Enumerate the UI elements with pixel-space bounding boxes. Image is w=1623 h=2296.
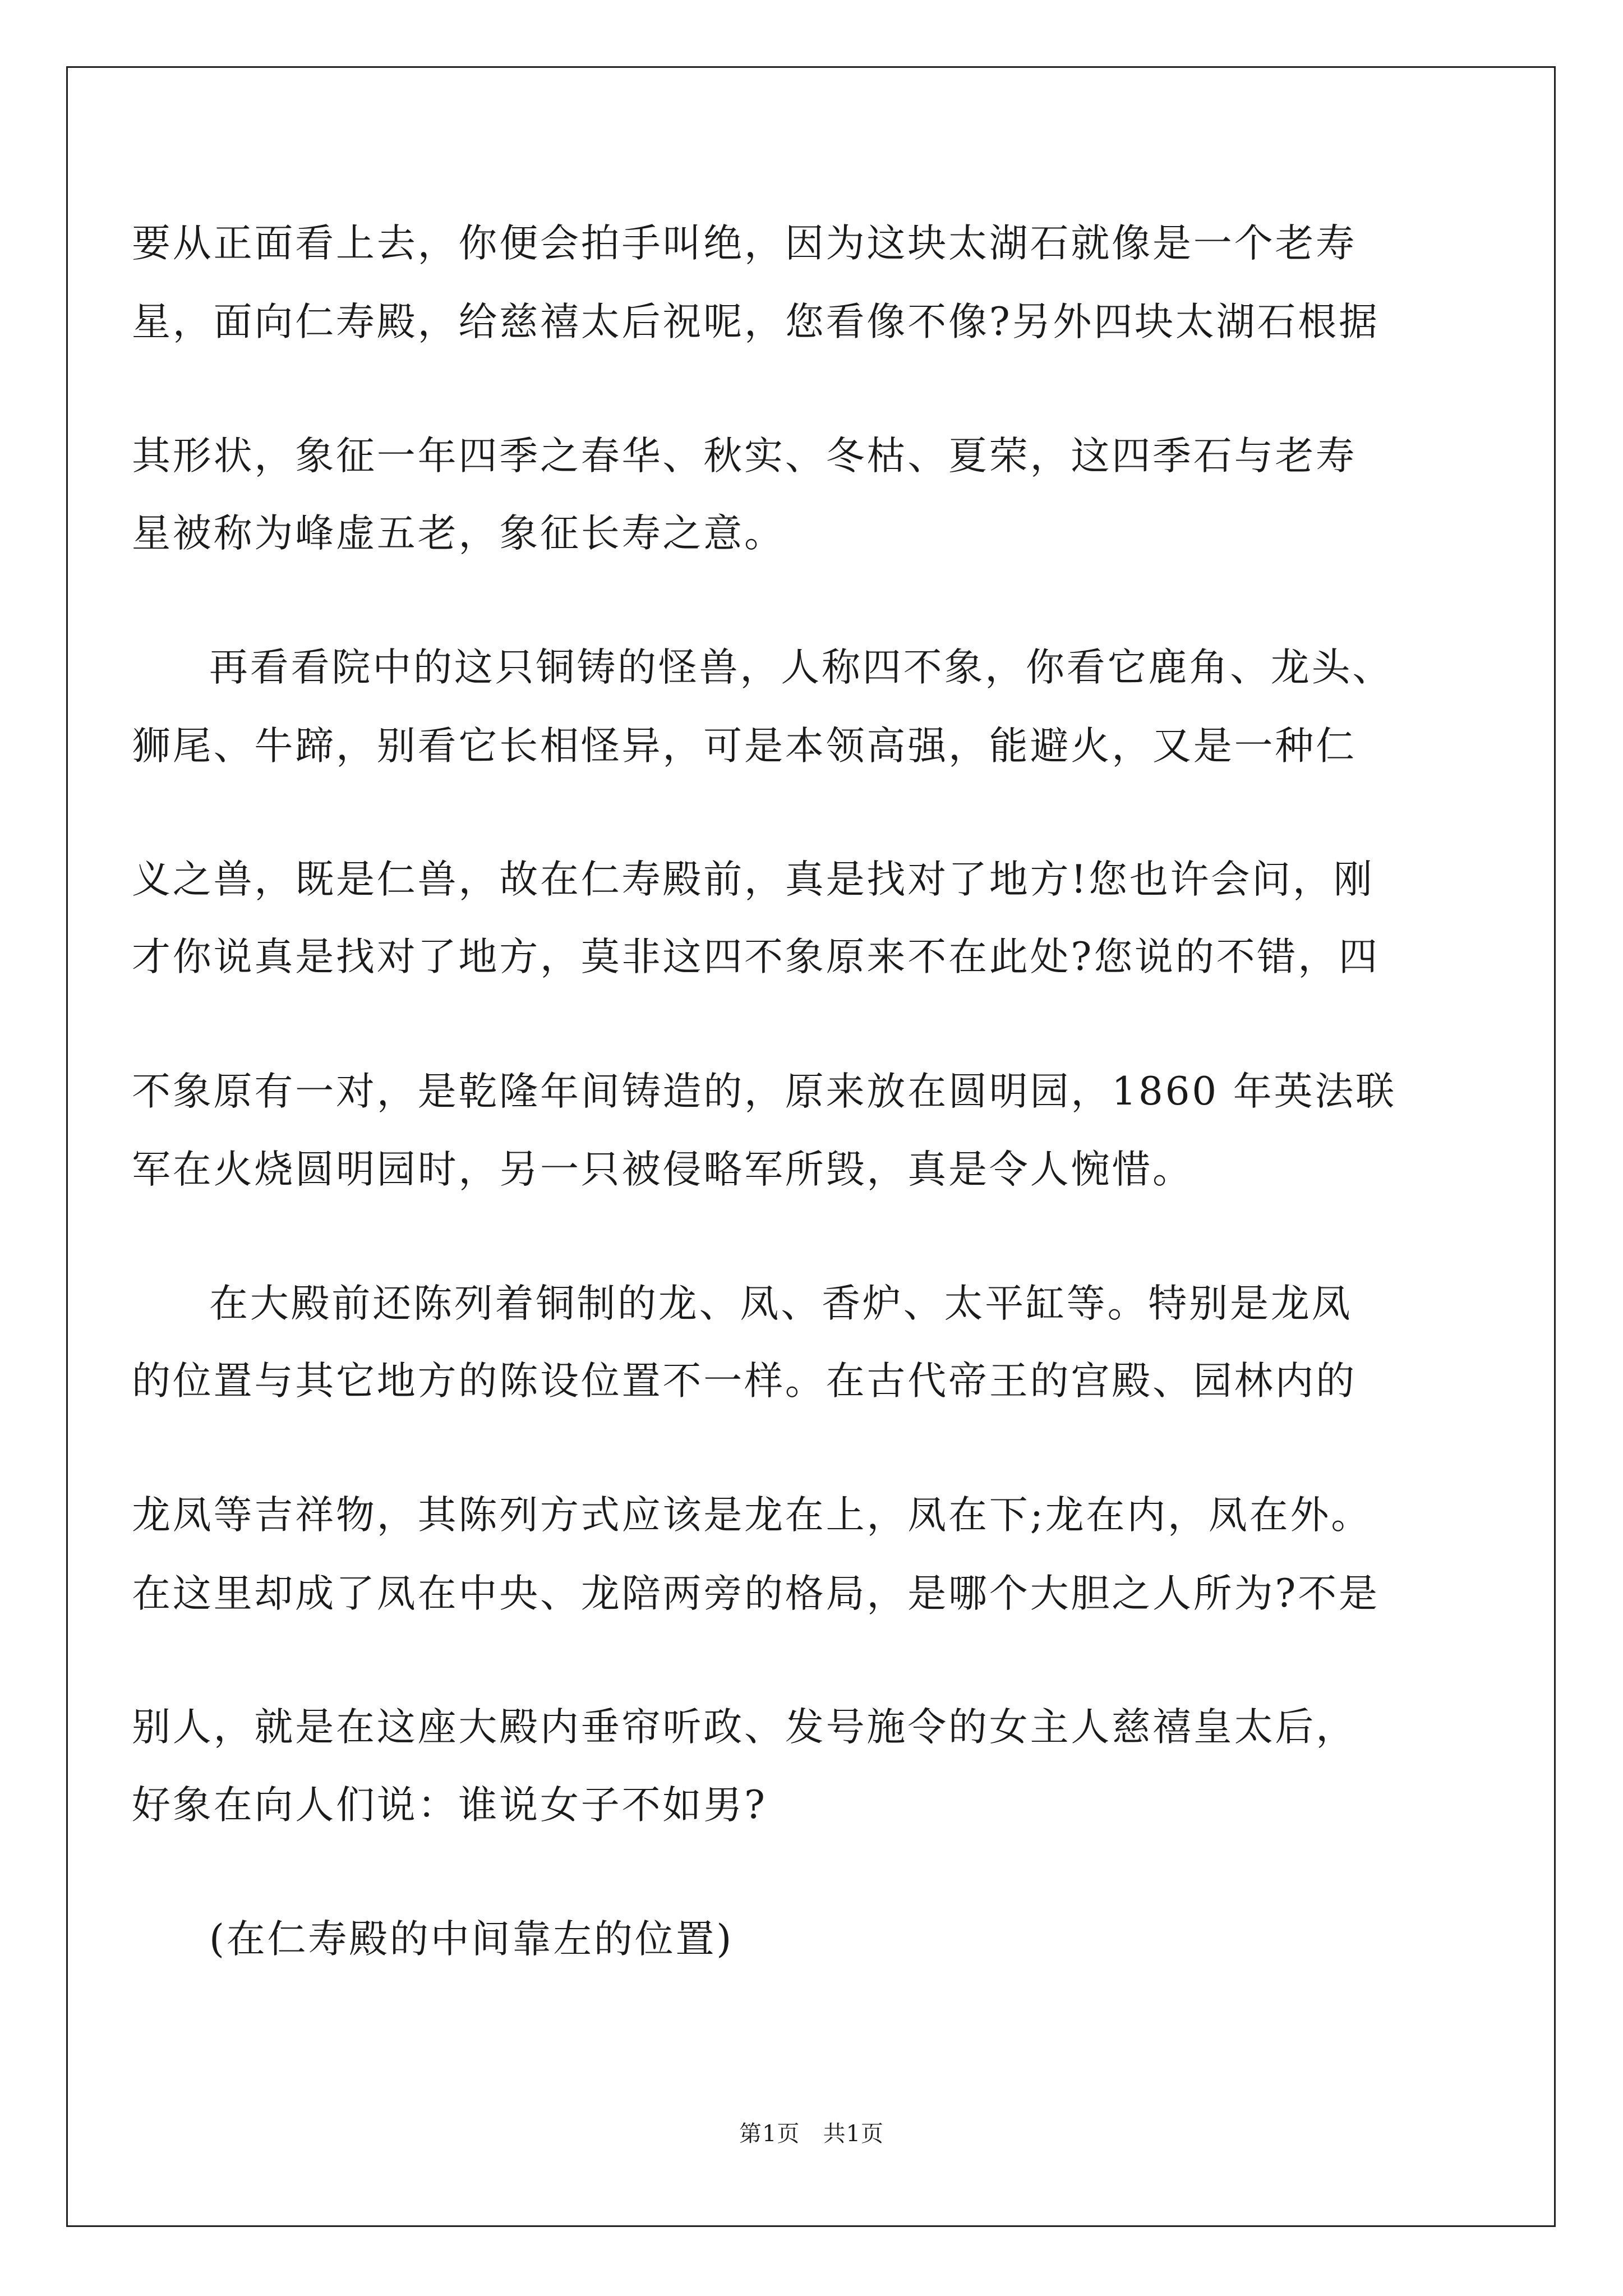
paragraph-1-line-1: 要从正面看上去，你便会拍手叫绝，因为这块太湖石就像是一个老寿 <box>132 221 1357 266</box>
paragraph-2-line-3: 义之兽，既是仁兽，故在仁寿殿前，真是找对了地方!您也许会问，刚 <box>132 857 1375 902</box>
paragraph-2-line-5: 不象原有一对，是乾隆年间铸造的，原来放在圆明园，1860 年英法联 <box>132 1069 1396 1114</box>
page-footer <box>0 2116 1623 2148</box>
paragraph-2-line-1: 再看看院中的这只铜铸的怪兽，人称四不象，你看它鹿角、龙头、 <box>209 645 1394 690</box>
paragraph-2-line-6: 军在火烧圆明园时，另一只被侵略军所毁，真是令人惋惜。 <box>132 1147 1193 1192</box>
paragraph-4-line-1: (在仁寿殿的中间靠左的位置) <box>209 1917 734 1962</box>
paragraph-3-line-2: 的位置与其它地方的陈设位置不一样。在古代帝王的宫殿、园林内的 <box>132 1359 1357 1404</box>
paragraph-3-line-5: 别人，就是在这座大殿内垂帘听政、发号施令的女主人慈禧皇太后， <box>132 1705 1357 1750</box>
paragraph-1-line-3: 其形状，象征一年四季之春华、秋实、冬枯、夏荣，这四季石与老寿 <box>132 434 1357 478</box>
paragraph-2-line-2: 狮尾、牛蹄，别看它长相怪异，可是本领高强，能避火，又是一种仁 <box>132 724 1357 769</box>
paragraph-1-line-4: 星被称为峰虚五老，象征长寿之意。 <box>132 511 785 556</box>
paragraph-1-line-2: 星，面向仁寿殿，给慈禧太后祝呢，您看像不像?另外四块太湖石根据 <box>132 300 1380 344</box>
paragraph-3-line-1: 在大殿前还陈列着铜制的龙、凤、香炉、太平缸等。特别是龙凤 <box>209 1281 1353 1326</box>
paragraph-3-line-4: 在这里却成了凤在中央、龙陪两旁的格局，是哪个大胆之人所为?不是 <box>132 1571 1380 1616</box>
paragraph-3-line-3: 龙凤等吉祥物，其陈列方式应该是龙在上，凤在下;龙在内，凤在外。 <box>132 1493 1372 1538</box>
page-number-label: 第1页 <box>739 2121 800 2147</box>
paragraph-2-line-4: 才你说真是找对了地方，莫非这四不象原来不在此处?您说的不错，四 <box>132 935 1380 979</box>
page-total-label: 共1页 <box>823 2121 884 2147</box>
page-border <box>66 66 1556 2227</box>
paragraph-3-line-6: 好象在向人们说：谁说女子不如男? <box>132 1783 767 1828</box>
